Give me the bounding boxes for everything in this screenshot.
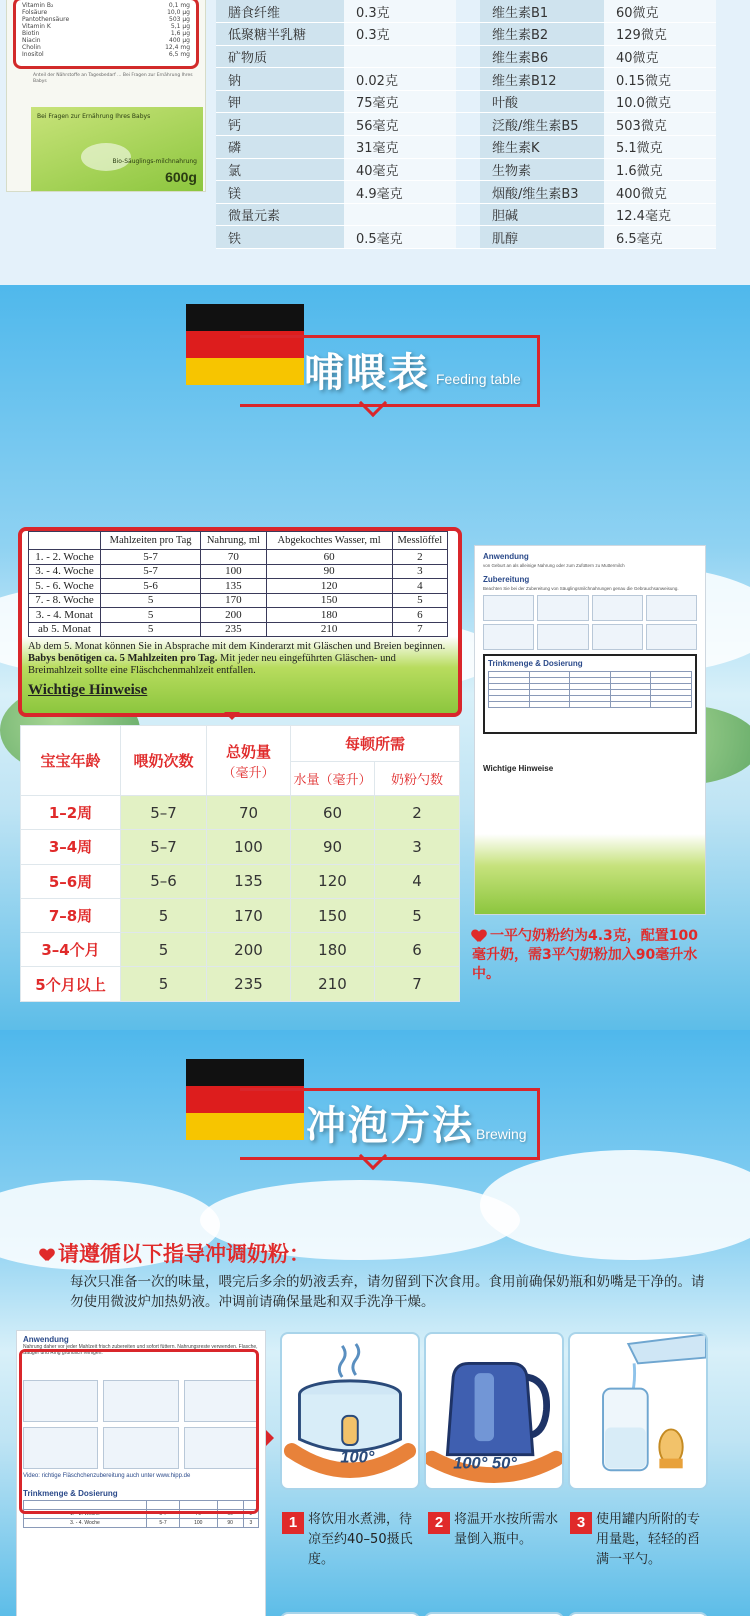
feeding-title: 哺喂表 bbox=[304, 350, 430, 396]
table-cell: 200 bbox=[201, 608, 266, 623]
nutrient-name: 膳食纤维 bbox=[216, 0, 344, 23]
gap bbox=[456, 203, 480, 226]
nutrient-name: 钾 bbox=[216, 90, 344, 113]
table-row bbox=[29, 579, 448, 594]
nutrition-row bbox=[216, 90, 716, 113]
value-cell: 200 bbox=[207, 933, 291, 967]
value-cell: 180 bbox=[291, 933, 375, 967]
step-2-text: 将温开水按所需水量倒入瓶中。 bbox=[454, 1512, 559, 1547]
nutrient-name: 维生素B2 bbox=[480, 23, 604, 46]
boiling-pot-icon bbox=[282, 1334, 418, 1488]
table-cell: 135 bbox=[201, 579, 266, 594]
highlight-frame bbox=[19, 1349, 259, 1514]
nutrient-value bbox=[344, 203, 456, 226]
temp-label: 100° 50° bbox=[453, 1454, 517, 1473]
label-row: Inositol 6,5 mg bbox=[22, 51, 190, 58]
nutrient-value: 0.02克 bbox=[344, 68, 456, 91]
step-5-image bbox=[424, 1612, 564, 1616]
header-total: 总奶量 （毫升） bbox=[207, 726, 291, 796]
mini-table bbox=[488, 671, 692, 708]
german-feeding-table bbox=[28, 531, 448, 637]
nutrition-row bbox=[216, 0, 716, 23]
package-front-panel bbox=[31, 107, 203, 191]
value-cell: 150 bbox=[291, 898, 375, 932]
table-row bbox=[29, 593, 448, 608]
nutrient-value: 0.5毫克 bbox=[344, 226, 456, 249]
value-cell: 4 bbox=[375, 864, 460, 898]
table-cell: 5 bbox=[100, 622, 200, 637]
label-row: Niacin 400 µg bbox=[22, 37, 190, 44]
table-cell: 150 bbox=[266, 593, 392, 608]
nutrient-name: 钙 bbox=[216, 113, 344, 136]
nutrient-name: 烟酸/维生素B3 bbox=[480, 181, 604, 204]
column-header bbox=[29, 532, 101, 550]
column-header: Nahrung, ml bbox=[201, 532, 266, 550]
nutrition-row bbox=[216, 226, 716, 249]
label-row: Vitamin B₂ 0,1 mg bbox=[22, 2, 190, 9]
step-6-image bbox=[568, 1612, 708, 1616]
step-1-number: 1 bbox=[282, 1512, 304, 1534]
table-cell: 100 bbox=[201, 564, 266, 579]
mini-heading: Anwendung bbox=[483, 552, 529, 561]
nutrient-name: 钠 bbox=[216, 68, 344, 91]
gap bbox=[456, 90, 480, 113]
nutrient-name: 铁 bbox=[216, 226, 344, 249]
gap bbox=[456, 226, 480, 249]
table-row bbox=[21, 864, 460, 898]
value-cell: 7 bbox=[375, 967, 460, 1001]
value-cell: 120 bbox=[291, 864, 375, 898]
label-row: Pantothensäure 503 µg bbox=[22, 16, 190, 23]
table-cell: ab 5. Monat bbox=[29, 622, 101, 637]
heart-icon bbox=[40, 1249, 54, 1261]
table-row bbox=[29, 564, 448, 579]
nutrient-name: 镁 bbox=[216, 181, 344, 204]
table-cell: 6 bbox=[392, 608, 447, 623]
value-cell: 170 bbox=[207, 898, 291, 932]
table-row bbox=[21, 933, 460, 967]
package-instructions-image: Anwendung von Geburt an als alleinige Nahrung oder zum Zufüttern zu Muttermilch Zubereitung Beachten Sie bei der Zubereitung von Säuglingsmilchnahrungen genau die Gebrauchsanweisung. Trinkmenge & Dosierung Wichtige Hinweise bbox=[474, 545, 706, 915]
nutrient-value: 60微克 bbox=[604, 0, 716, 23]
gap bbox=[456, 136, 480, 159]
nutrient-name: 低聚糖半乳糖 bbox=[216, 23, 344, 46]
label-row: Vitamin K 5,1 µg bbox=[22, 23, 190, 30]
table-row bbox=[21, 898, 460, 932]
value-cell: 5–7 bbox=[121, 796, 207, 830]
gap bbox=[456, 158, 480, 181]
package-question: Bei Fragen zur Ernährung Ihres Babys bbox=[37, 113, 151, 120]
table-cell: 2 bbox=[392, 550, 447, 565]
doc-heading: Trinkmenge & Dosierung bbox=[23, 1489, 118, 1498]
package-image bbox=[6, 0, 206, 192]
nutrient-name: 微量元素 bbox=[216, 203, 344, 226]
table-cell: 70 bbox=[201, 550, 266, 565]
heart-icon bbox=[472, 930, 486, 942]
step-1-image bbox=[280, 1332, 420, 1490]
nutrition-row bbox=[216, 158, 716, 181]
nutrient-value: 1.6微克 bbox=[604, 158, 716, 181]
value-cell: 5 bbox=[121, 967, 207, 1001]
value-cell: 5–7 bbox=[121, 830, 207, 864]
mini-heading: Zubereitung bbox=[483, 574, 530, 584]
table-cell: 7. - 8. Woche bbox=[29, 593, 101, 608]
feeding-title-en: Feeding table bbox=[436, 371, 521, 387]
nutrition-row bbox=[216, 136, 716, 159]
table-cell: 5-7 bbox=[100, 564, 200, 579]
table-row bbox=[29, 608, 448, 623]
table-cell: 5. - 6. Woche bbox=[29, 579, 101, 594]
value-cell: 2 bbox=[375, 796, 460, 830]
nutrient-name: 磷 bbox=[216, 136, 344, 159]
value-cell: 60 bbox=[291, 796, 375, 830]
doc-video-line: Video: richtige Fläschchenzubereitung auch unter www.hipp.de bbox=[23, 1473, 191, 1479]
value-cell: 6 bbox=[375, 933, 460, 967]
table-row bbox=[21, 830, 460, 864]
nutrition-section bbox=[0, 0, 750, 285]
nutrition-row bbox=[216, 45, 716, 68]
nutrient-name: 维生素B6 bbox=[480, 45, 604, 68]
instructions-heading: 请遵循以下指导冲调奶粉： bbox=[40, 1238, 310, 1268]
nutrient-value: 40微克 bbox=[604, 45, 716, 68]
gap bbox=[456, 68, 480, 91]
age-cell: 1–2周 bbox=[21, 796, 121, 830]
table-cell: 180 bbox=[266, 608, 392, 623]
table-cell: 3. - 4. Monat bbox=[29, 608, 101, 623]
table-cell: 235 bbox=[201, 622, 266, 637]
nutrient-value: 6.5毫克 bbox=[604, 226, 716, 249]
age-cell: 5–6周 bbox=[21, 864, 121, 898]
gap bbox=[456, 45, 480, 68]
brewing-title: 冲泡方法 bbox=[306, 1103, 474, 1149]
header-spoons: 奶粉勺数 bbox=[375, 762, 460, 796]
nutrient-name: 氯 bbox=[216, 158, 344, 181]
nutrient-value: 31毫克 bbox=[344, 136, 456, 159]
gap bbox=[456, 23, 480, 46]
down-pointer-icon bbox=[224, 712, 240, 720]
header-water: 水量（毫升） bbox=[291, 762, 375, 796]
nutrient-name: 肌醇 bbox=[480, 226, 604, 249]
label-row: Cholin 12,4 mg bbox=[22, 44, 190, 51]
nutrient-value: 4.9毫克 bbox=[344, 181, 456, 204]
nutrient-value: 503微克 bbox=[604, 113, 716, 136]
nutrient-value bbox=[344, 45, 456, 68]
step-2-image bbox=[424, 1332, 564, 1490]
age-cell: 3–4个月 bbox=[21, 933, 121, 967]
table-cell: 60 bbox=[266, 550, 392, 565]
nutrient-value: 5.1微克 bbox=[604, 136, 716, 159]
nutrient-name: 维生素K bbox=[480, 136, 604, 159]
column-header: Abgekochtes Wasser, ml bbox=[266, 532, 392, 550]
mini-step-images bbox=[483, 595, 697, 650]
age-cell: 5个月以上 bbox=[21, 967, 121, 1001]
table-cell: 120 bbox=[266, 579, 392, 594]
nutrition-row bbox=[216, 23, 716, 46]
table-row bbox=[21, 796, 460, 830]
nutrient-name: 维生素B1 bbox=[480, 0, 604, 23]
step-3-image bbox=[568, 1332, 708, 1490]
table-row bbox=[21, 967, 460, 1001]
value-cell: 70 bbox=[207, 796, 291, 830]
step-2-number: 2 bbox=[428, 1512, 450, 1534]
german-feeding-table-image bbox=[18, 527, 462, 717]
value-cell: 5 bbox=[375, 898, 460, 932]
value-cell: 210 bbox=[291, 967, 375, 1001]
header-each: 每顿所需 bbox=[291, 726, 460, 762]
spoon-note: 一平勺奶粉约为4.3克，配置100毫升奶，需3平勺奶粉加入90毫升水中。 bbox=[472, 928, 699, 982]
value-cell: 5 bbox=[121, 898, 207, 932]
header-times: 喂奶次数 bbox=[121, 726, 207, 796]
value-cell: 5 bbox=[121, 933, 207, 967]
table-row bbox=[29, 550, 448, 565]
step-1-text: 将饮用水煮沸，待凉至约40–50摄氏度。 bbox=[308, 1512, 413, 1567]
hinweise-heading: Wichtige Hinweise bbox=[28, 682, 148, 698]
bottle-water-icon bbox=[570, 1334, 706, 1488]
package-nutrition-label bbox=[13, 0, 199, 69]
table-cell: 210 bbox=[266, 622, 392, 637]
package-bubble bbox=[81, 143, 131, 171]
brewing-section bbox=[0, 1030, 750, 1616]
nutrient-value: 40毫克 bbox=[344, 158, 456, 181]
nutrient-value: 56毫克 bbox=[344, 113, 456, 136]
package-preparation-image: Anwendung Nahrung daher vor jeder Mahlzeit frisch zubereiten und sofort füttern. Nahrungsreste verwenden. Flasche, Sauger und Ring gründlich reinigen. Video: richtige Fläschchenzubereitung auch unter www.hipp.de Trinkmenge & Dosierung 1. - 2. Woche 5-7 70 60 2 3. - 4. Woche 5-7 100 90 3 bbox=[16, 1330, 266, 1616]
table-cell: 5 bbox=[392, 593, 447, 608]
table-cell: 5-6 bbox=[100, 579, 200, 594]
value-cell: 235 bbox=[207, 967, 291, 1001]
nutrient-name: 维生素B12 bbox=[480, 68, 604, 91]
table-cell: 1. - 2. Woche bbox=[29, 550, 101, 565]
instructions-paragraph: 每次只准备一次的味量，喂完后多余的奶液丢弃，请勿留到下次食用。食用前确保奶瓶和奶嘴是干净的。请勿使用微波炉加热奶液。冲调前请确保量匙和双手洗净干燥。 bbox=[70, 1274, 705, 1310]
gap bbox=[456, 181, 480, 204]
mini-dosage-box bbox=[483, 654, 697, 734]
package-weight: 600g bbox=[165, 169, 197, 185]
value-cell: 135 bbox=[207, 864, 291, 898]
gap bbox=[456, 113, 480, 136]
table-cell: 4 bbox=[392, 579, 447, 594]
german-note: Ab dem 5. Monat können Sie in Absprache mit dem Kinderarzt mit Gläschen und Breien beginnen. Babys benötigen ca. 5 Mahlzeiten pro Tag. Mit jeder neu eingeführten Gläschen- und Breimahlzeit sollte eine Fläschchenmahlzeit entfallen. bbox=[28, 641, 446, 676]
age-cell: 7–8周 bbox=[21, 898, 121, 932]
gap bbox=[456, 0, 480, 23]
nutrient-value: 0.3克 bbox=[344, 23, 456, 46]
table-cell: 90 bbox=[266, 564, 392, 579]
chinese-feeding-table bbox=[20, 725, 460, 1002]
value-cell: 3 bbox=[375, 830, 460, 864]
label-row: Folsäure 10,0 µg bbox=[22, 9, 190, 16]
nutrient-value: 129微克 bbox=[604, 23, 716, 46]
right-pointer-icon bbox=[266, 1430, 274, 1446]
nutrient-name: 叶酸 bbox=[480, 90, 604, 113]
green-band bbox=[475, 834, 705, 914]
brewing-title-en: Brewing bbox=[476, 1126, 527, 1142]
table-cell: 3 bbox=[392, 564, 447, 579]
nutrient-value: 75毫克 bbox=[344, 90, 456, 113]
label-row: Biotin 1,6 µg bbox=[22, 30, 190, 37]
doc-heading: Anwendung bbox=[23, 1335, 69, 1344]
header-age: 宝宝年龄 bbox=[21, 726, 121, 796]
value-cell: 90 bbox=[291, 830, 375, 864]
mini-heading: Wichtige Hinweise bbox=[483, 764, 554, 773]
nutrient-name: 生物素 bbox=[480, 158, 604, 181]
table-cell: 3. - 4. Woche bbox=[29, 564, 101, 579]
age-cell: 3–4周 bbox=[21, 830, 121, 864]
mini-heading: Trinkmenge & Dosierung bbox=[488, 659, 583, 668]
value-cell: 5–6 bbox=[121, 864, 207, 898]
nutrient-value: 10.0微克 bbox=[604, 90, 716, 113]
value-cell: 100 bbox=[207, 830, 291, 864]
nutrition-table bbox=[216, 0, 716, 249]
table-cell: 5-7 bbox=[100, 550, 200, 565]
step-3-text: 使用罐内所附的专用量匙，轻轻的舀满一平勺。 bbox=[596, 1512, 701, 1567]
step-3-number: 3 bbox=[570, 1512, 592, 1534]
nutrient-name: 矿物质 bbox=[216, 45, 344, 68]
nutrient-value: 0.15微克 bbox=[604, 68, 716, 91]
table-cell: 170 bbox=[201, 593, 266, 608]
table-cell: 5 bbox=[100, 593, 200, 608]
nutrient-name: 泛酸/维生素B5 bbox=[480, 113, 604, 136]
column-header: Messlöffel bbox=[392, 532, 447, 550]
doc-table: 1. - 2. Woche 5-7 70 60 2 3. - 4. Woche 5-7 100 90 3 bbox=[23, 1500, 259, 1528]
kettle-icon bbox=[426, 1334, 562, 1488]
nutrient-name: 胆碱 bbox=[480, 203, 604, 226]
nutrition-row bbox=[216, 181, 716, 204]
package-brand: Bio-Säuglings-milchnahrung bbox=[112, 158, 197, 165]
nutrient-value: 400微克 bbox=[604, 181, 716, 204]
table-row bbox=[29, 622, 448, 637]
temp-label: 100° bbox=[340, 1448, 375, 1467]
table-cell: 5 bbox=[100, 608, 200, 623]
package-fine-print: Anteil der Nährstoffe an Tagesbedarf ... Bei Fragen zur Ernährung Ihres Babys bbox=[33, 73, 193, 84]
nutrient-value: 0.3克 bbox=[344, 0, 456, 23]
nutrition-row bbox=[216, 203, 716, 226]
column-header: Mahlzeiten pro Tag bbox=[100, 532, 200, 550]
nutrient-value: 12.4毫克 bbox=[604, 203, 716, 226]
step-4-image bbox=[280, 1612, 420, 1616]
table-cell: 7 bbox=[392, 622, 447, 637]
nutrition-row bbox=[216, 113, 716, 136]
nutrition-row bbox=[216, 68, 716, 91]
cloud bbox=[480, 1150, 750, 1260]
